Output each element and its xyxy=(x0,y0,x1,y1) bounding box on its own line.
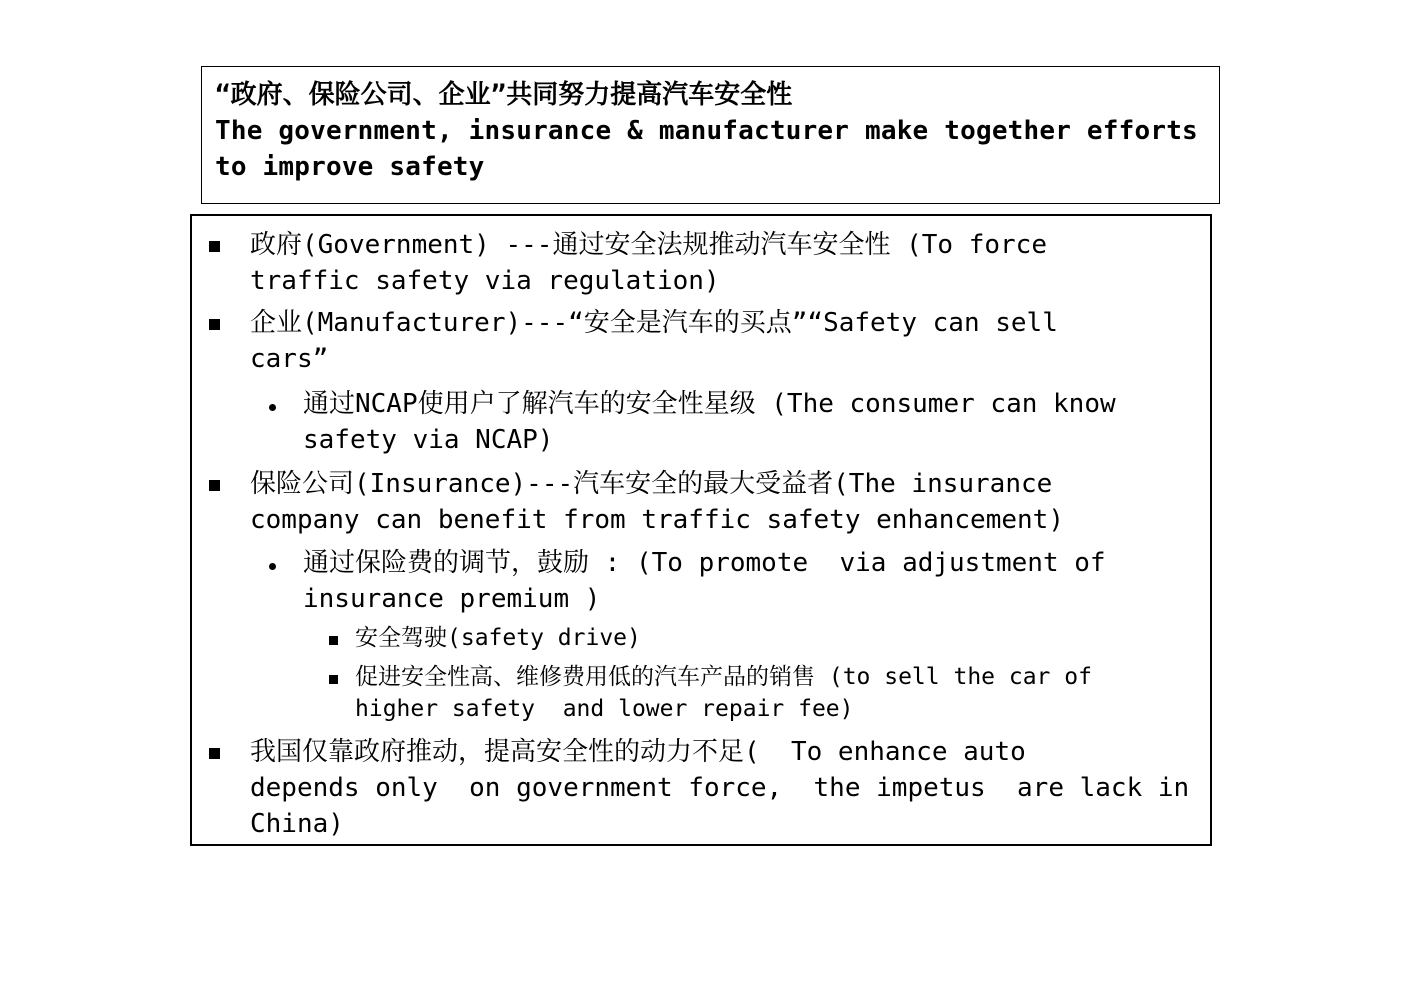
square-bullet-icon xyxy=(209,480,220,491)
small-square-bullet-icon xyxy=(329,675,338,684)
bullet-manufacturer-line1: 企业(Manufacturer)---“安全是汽车的买点”“Safety can sell xyxy=(250,308,1058,338)
dot-bullet-icon xyxy=(269,563,276,570)
square-bullet-icon xyxy=(209,748,220,759)
subsub-bullet-sell-line2: higher safety and lower repair fee) xyxy=(355,696,854,722)
square-bullet-icon xyxy=(209,319,220,330)
bullet-manufacturer-line2: cars” xyxy=(250,344,329,374)
content-box xyxy=(190,214,1212,846)
sub-bullet-premium-line1: 通过保险费的调节，鼓励 : (To promote via adjustment of xyxy=(303,548,1106,578)
bullet-government-line2: traffic safety via regulation) xyxy=(250,266,720,296)
bullet-china-line3: China) xyxy=(250,809,344,839)
bullet-china-line1: 我国仅靠政府推动，提高安全性的动力不足( To enhance auto xyxy=(250,737,1026,767)
subsub-bullet-sell-line1: 促进安全性高、维修费用低的汽车产品的销售 (to sell the car of xyxy=(355,664,1092,690)
bullet-insurance-line2: company can benefit from traffic safety enhancement) xyxy=(250,505,1064,535)
bullet-insurance-line1: 保险公司(Insurance)---汽车安全的最大受益者(The insurance xyxy=(250,469,1053,499)
sub-bullet-ncap-line1: 通过NCAP使用户了解汽车的安全性星级 (The consumer can know xyxy=(303,389,1116,419)
title-box xyxy=(201,66,1220,204)
subsub-bullet-safety-drive: 安全驾驶(safety drive) xyxy=(355,625,641,651)
sub-bullet-ncap-line2: safety via NCAP) xyxy=(303,425,554,455)
bullet-china-line2: depends only on government force, the impetus are lack in xyxy=(250,773,1190,803)
dot-bullet-icon xyxy=(269,404,276,411)
bullet-government-line1: 政府(Government) ---通过安全法规推动汽车安全性 (To force xyxy=(250,230,1047,260)
square-bullet-icon xyxy=(209,241,220,252)
title-chinese: “政府、保险公司、企业”共同努力提高汽车安全性 xyxy=(215,80,793,110)
title-english: The government, insurance & manufacturer make together efforts to improve safety xyxy=(215,116,1198,182)
small-square-bullet-icon xyxy=(329,636,338,645)
sub-bullet-premium-line2: insurance premium ) xyxy=(303,584,601,614)
